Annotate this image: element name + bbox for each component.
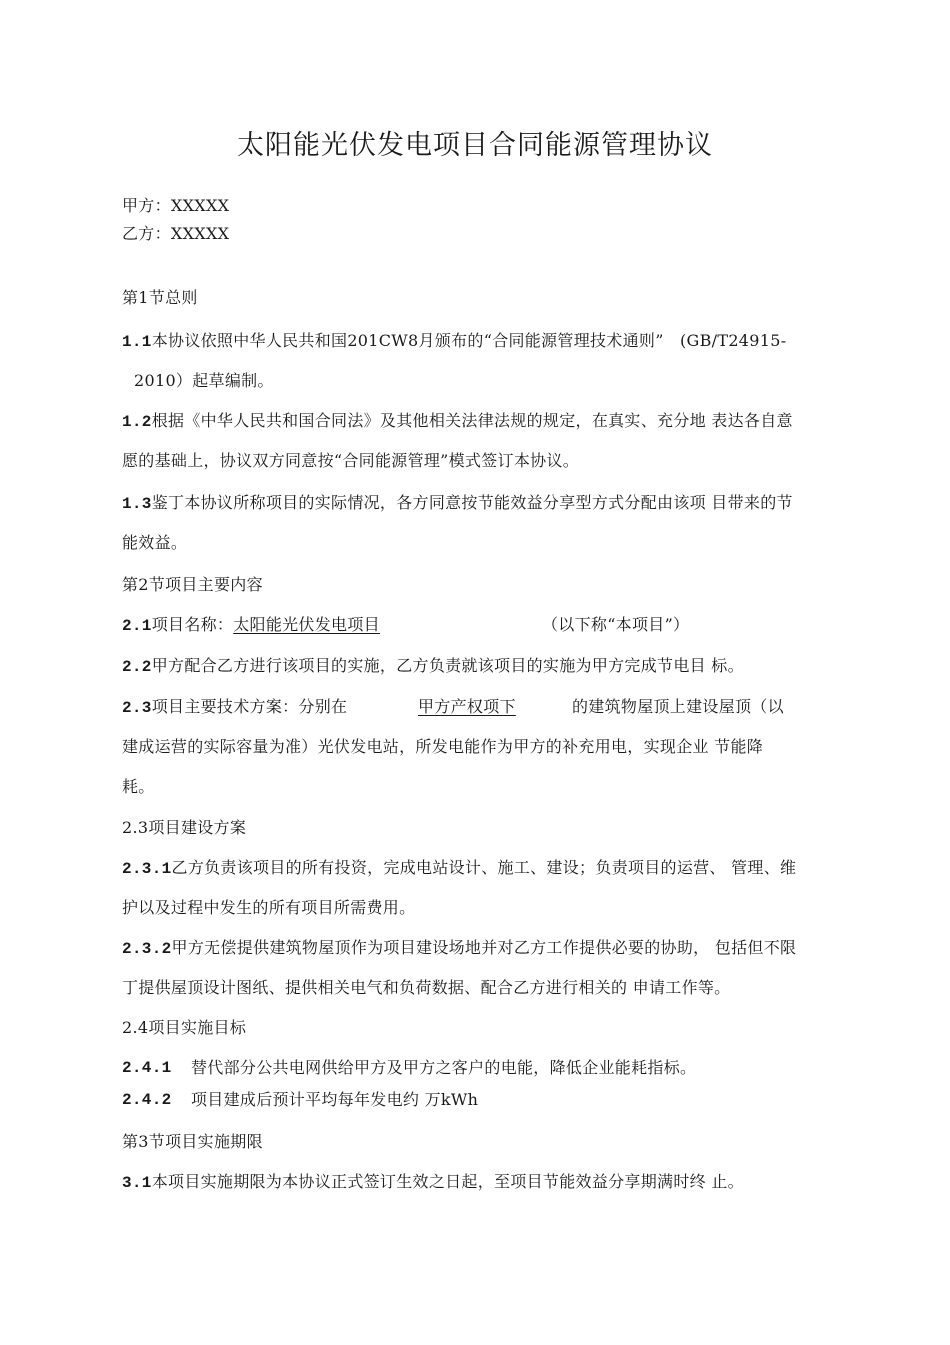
clause-number: 3.1	[122, 1174, 152, 1192]
clause-2-3-label	[122, 697, 347, 718]
clause-number: 2.2	[122, 658, 152, 676]
clause-text: 项目主要技术方案：分别在	[151, 697, 348, 716]
clause-number: 2.3.1	[122, 860, 172, 878]
clause-2-4-2-number: 2.4.2	[122, 1091, 172, 1109]
location-field: 甲方产权项下	[418, 697, 516, 716]
subsection-2-3-heading: 2.3项目建设方案	[122, 818, 247, 837]
party-b: 乙方：XXXXX	[122, 224, 230, 243]
clause-1-2-line-1	[122, 411, 793, 432]
clause-text: 甲方配合乙方进行该项目的实施，乙方负责就该项目的实施为甲方完成节电目 标。	[151, 656, 744, 675]
clause-text: 甲方无偿提供建筑物屋顶作为项目建设场地并对乙方工作提供必要的协助， 包括但不限	[171, 938, 797, 957]
clause-1-1-line-1	[122, 331, 786, 352]
clause-2-3-2-line-1	[122, 938, 796, 959]
clause-label: 项目名称：	[151, 615, 234, 634]
clause-text: 本协议依照中华人民共和国201CW8月颁布的“合同能源管理技术通则” (GB/T24915-	[151, 331, 787, 350]
section-2-heading: 第2节项目主要内容	[122, 575, 263, 594]
clause-text: 本项目实施期限为本协议正式签订生效之日起，至项目节能效益分享期满时终 止。	[151, 1172, 744, 1191]
clause-2-2	[122, 656, 744, 677]
clause-number: 2.3	[122, 699, 152, 717]
subsection-2-4-heading: 2.4项目实施目标	[122, 1018, 247, 1037]
clause-number: 2.1	[122, 617, 152, 635]
clause-2-3-1-line-1	[122, 858, 796, 879]
clause-text: 乙方负责该项目的所有投资，完成电站设计、施工、建设；负责项目的运营、 管理、维	[171, 858, 797, 877]
clause-2-1	[122, 615, 705, 636]
clause-text: 根据《中华人民共和国合同法》及其他相关法律法规的规定，在真实、充分地 表达各自意	[151, 411, 793, 430]
clause-text: 鉴丁本协议所称项目的实际情况，各方同意按节能效益分享型方式分配由该项 目带来的节	[151, 493, 793, 512]
clause-2-3-rest: 的建筑物屋顶上建设屋顶（以	[572, 697, 784, 716]
project-name: 太阳能光伏发电项目	[233, 615, 380, 634]
clause-1-2-line-2: 愿的基础上，协议双方同意按“合同能源管理”模式签订本协议。	[122, 451, 580, 470]
clause-1-1-line-2: 2010）起草编制。	[134, 371, 274, 390]
clause-number: 1.1	[122, 333, 152, 351]
document-title: 太阳能光伏发电项目合同能源管理协议	[237, 130, 713, 161]
clause-2-3-line-3: 耗。	[122, 777, 155, 796]
clause-number: 2.3.2	[122, 940, 172, 958]
project-alias: （以下称“本项目”）	[542, 615, 690, 634]
section-1-heading: 第1节总则	[122, 288, 198, 307]
clause-2-4-2-text: 项目建成后预计平均每年发电约 万kWh	[191, 1090, 479, 1109]
project-name-field	[233, 615, 705, 635]
clause-number: 1.3	[122, 495, 152, 513]
clause-3-1	[122, 1172, 744, 1193]
clause-2-4-1-number: 2.4.1	[122, 1059, 172, 1077]
clause-2-3-1-line-2: 护以及过程中发生的所有项目所需费用。	[122, 898, 416, 917]
party-a: 甲方：XXXXX	[122, 196, 230, 215]
section-3-heading: 第3节项目实施期限	[122, 1132, 263, 1151]
clause-number: 1.2	[122, 413, 152, 431]
clause-1-3-line-2: 能效益。	[122, 533, 188, 552]
clause-2-3-line-2: 建成运营的实际容量为准）光伏发电站，所发电能作为甲方的补充用电，实现企业 节能降	[122, 737, 764, 756]
clause-1-3-line-1	[122, 493, 793, 514]
clause-2-3-2-line-2: 丁提供屋顶设计图纸、提供相关电气和负荷数据、配合乙方进行相关的 申请工作等。	[122, 978, 731, 997]
clause-2-4-1-text: 替代部分公共电网供给甲方及甲方之客户的电能，降低企业能耗指标。	[191, 1058, 697, 1077]
